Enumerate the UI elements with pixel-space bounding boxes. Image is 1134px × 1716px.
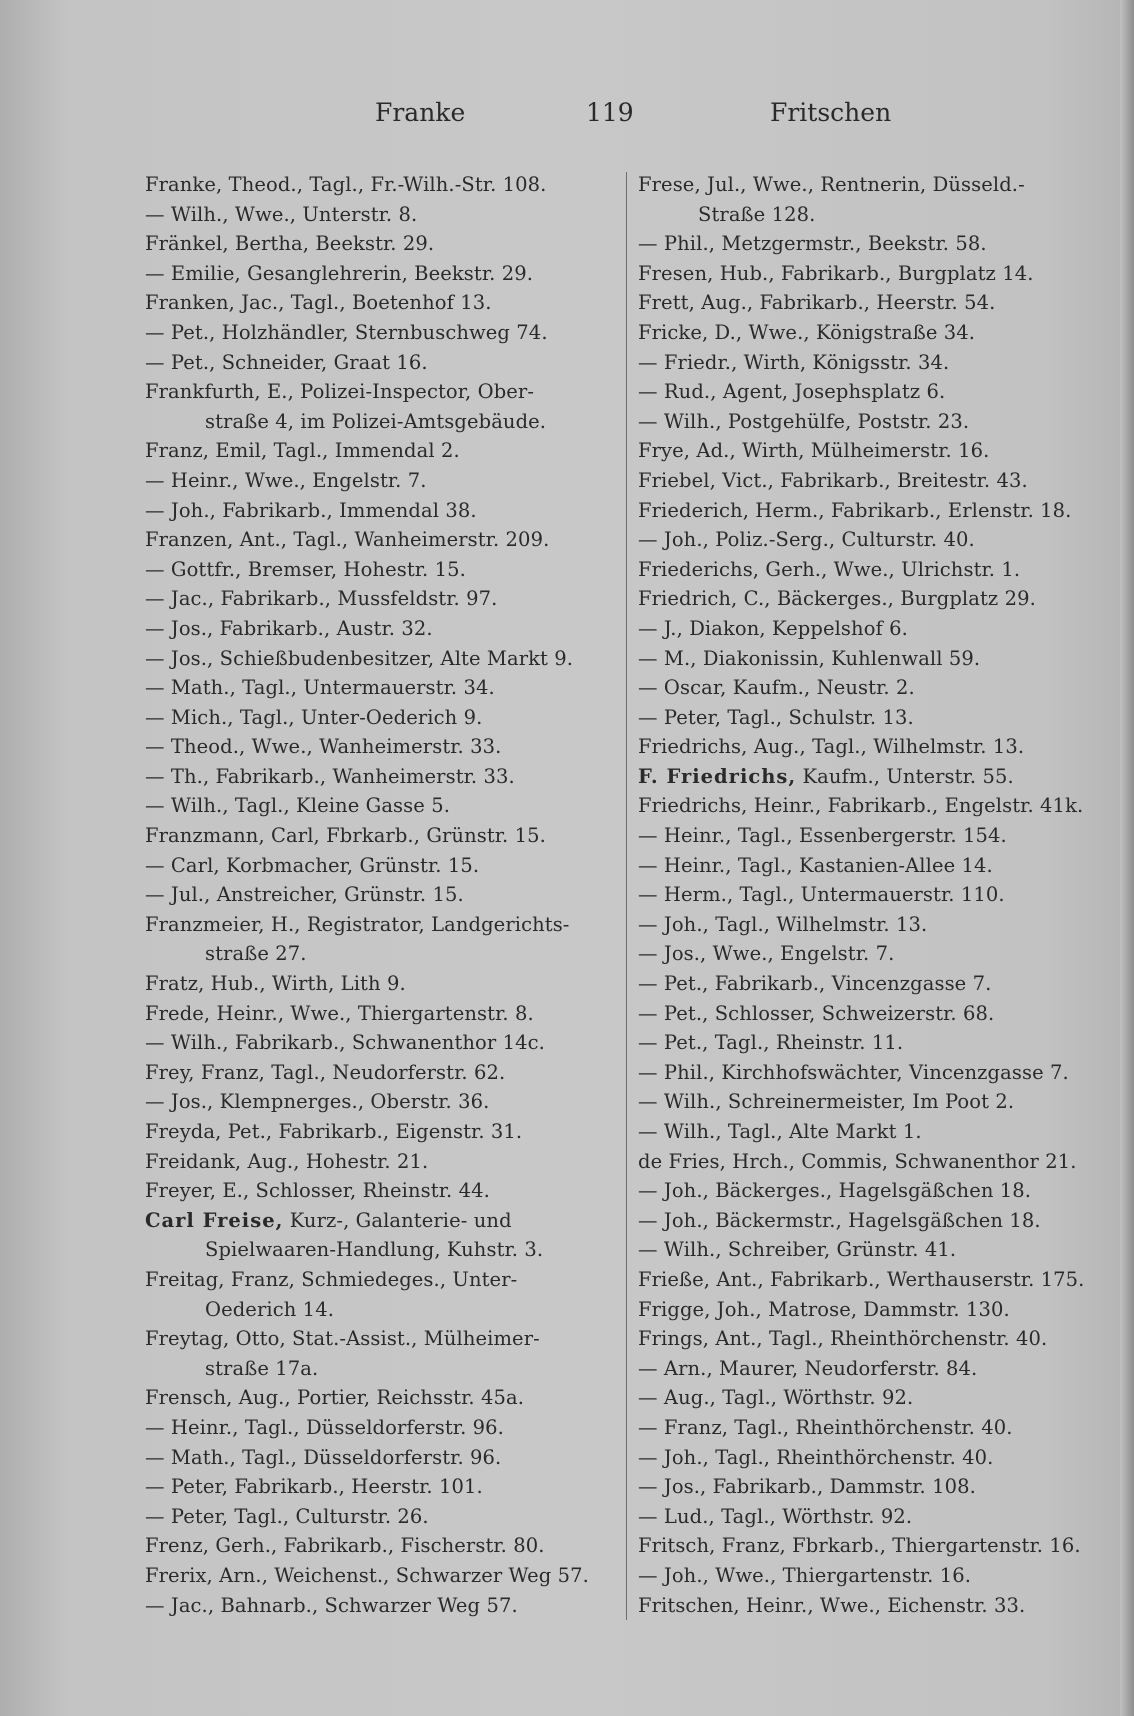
directory-entry: — Wilh., Postgehülfe, Poststr. 23.: [638, 409, 970, 433]
directory-entry: — Heinr., Tagl., Düsseldorferstr. 96.: [145, 1415, 504, 1439]
directory-entry: Frye, Ad., Wirth, Mülheimerstr. 16.: [638, 439, 990, 463]
directory-entry: — Joh., Tagl., Wilhelmstr. 13.: [638, 912, 928, 936]
directory-entry: — Jos., Klempnerges., Oberstr. 36.: [145, 1090, 490, 1114]
directory-entry: Franken, Jac., Tagl., Boetenhof 13.: [145, 291, 492, 315]
right-column: [638, 170, 1108, 1620]
directory-entry: — Joh., Poliz.-Serg., Culturstr. 40.: [638, 528, 975, 552]
directory-entry: Freidank, Aug., Hohestr. 21.: [145, 1149, 429, 1173]
directory-entry: — Pet., Tagl., Rheinstr. 11.: [638, 1031, 904, 1055]
directory-entry: — Rud., Agent, Josephsplatz 6.: [638, 380, 946, 404]
directory-entry: Franzmann, Carl, Fbrkarb., Grünstr. 15.: [145, 824, 546, 848]
directory-entry: Fricke, D., Wwe., Königstraße 34.: [638, 320, 976, 344]
directory-entry: — Wilh., Fabrikarb., Schwanenthor 14c.: [145, 1031, 545, 1055]
directory-entry: Franke, Theod., Tagl., Fr.-Wilh.-Str. 108.: [145, 173, 547, 196]
directory-entry: — Wilh., Schreinermeister, Im Poot 2.: [638, 1090, 1015, 1114]
entry-details: Kurz-, Galanterie- und: [283, 1208, 512, 1232]
directory-entry: — Joh., Fabrikarb., Immendal 38.: [145, 498, 477, 522]
directory-entry: — Th., Fabrikarb., Wanheimerstr. 33.: [145, 764, 515, 788]
directory-entry: Fratz, Hub., Wirth, Lith 9.: [145, 972, 406, 996]
directory-entry: — Peter, Tagl., Culturstr. 26.: [145, 1504, 429, 1528]
directory-entry: — Gottfr., Bremser, Hohestr. 15.: [145, 557, 466, 581]
directory-entry: — M., Diakonissin, Kuhlenwall 59.: [638, 646, 981, 670]
directory-entry: — Joh., Bäckermstr., Hagelsgäßchen 18.: [638, 1208, 1041, 1232]
header-left-word: Franke: [375, 98, 466, 127]
directory-entry: Freyda, Pet., Fabrikarb., Eigenstr. 31.: [145, 1120, 523, 1143]
directory-entry: Friedrichs, Aug., Tagl., Wilhelmstr. 13.: [638, 735, 1025, 759]
directory-entry: Frett, Aug., Fabrikarb., Heerstr. 54.: [638, 291, 996, 315]
directory-entry: — Arn., Maurer, Neudorferstr. 84.: [638, 1356, 978, 1380]
left-column: [145, 170, 630, 1620]
directory-entry: — Pet., Schneider, Graat 16.: [145, 350, 428, 374]
directory-entry: — J., Diakon, Keppelshof 6.: [638, 616, 908, 640]
directory-entry: — Peter, Tagl., Schulstr. 13.: [638, 705, 914, 729]
directory-entry: — Mich., Tagl., Unter-Oederich 9.: [145, 705, 483, 729]
directory-entry: Frerix, Arn., Weichenst., Schwarzer Weg 57.: [145, 1563, 589, 1587]
directory-entry: Frieße, Ant., Fabrikarb., Werthauserstr. 175.: [638, 1267, 1085, 1291]
directory-entry: — Lud., Tagl., Wörthstr. 92.: [638, 1504, 913, 1528]
directory-entry: — Carl, Korbmacher, Grünstr. 15.: [145, 853, 480, 877]
directory-entry: Fresen, Hub., Fabrikarb., Burgplatz 14.: [638, 261, 1034, 285]
advertiser-name: F. Friedrichs,: [638, 764, 797, 788]
directory-entry: Friedrichs, Heinr., Fabrikarb., Engelstr. 41k.: [638, 794, 1084, 818]
directory-entry: Frigge, Joh., Matrose, Dammstr. 130.: [638, 1297, 1010, 1321]
directory-entry: — Theod., Wwe., Wanheimerstr. 33.: [145, 735, 502, 759]
directory-entry: Franzen, Ant., Tagl., Wanheimerstr. 209.: [145, 528, 550, 552]
directory-entry: — Jos., Schießbudenbesitzer, Alte Markt 9.: [145, 646, 574, 670]
directory-entry: Friedrich, C., Bäckerges., Burgplatz 29.: [638, 587, 1036, 611]
directory-entry: Frankfurth, E., Polizei-Inspector, Ober-: [145, 380, 535, 404]
directory-entry: [638, 762, 1108, 792]
directory-entry: — Peter, Fabrikarb., Heerstr. 101.: [145, 1475, 483, 1499]
directory-entry: — Heinr., Wwe., Engelstr. 7.: [145, 468, 427, 492]
directory-entry: — Wilh., Schreiber, Grünstr. 41.: [638, 1238, 957, 1262]
directory-entry: — Friedr., Wirth, Königsstr. 34.: [638, 350, 950, 374]
directory-entry: Frede, Heinr., Wwe., Thiergartenstr. 8.: [145, 1001, 534, 1025]
directory-entry: Freitag, Franz, Schmiedeges., Unter-: [145, 1267, 518, 1291]
directory-entry: — Math., Tagl., Düsseldorferstr. 96.: [145, 1445, 502, 1469]
directory-entry: — Pet., Fabrikarb., Vincenzgasse 7.: [638, 972, 992, 996]
directory-entry: — Aug., Tagl., Wörthstr. 92.: [638, 1386, 914, 1410]
directory-entry: Freyer, E., Schlosser, Rheinstr. 44.: [145, 1179, 490, 1203]
directory-entry: Oederich 14.: [205, 1297, 334, 1321]
column-divider: [626, 172, 627, 1620]
directory-entry: Fränkel, Bertha, Beekstr. 29.: [145, 232, 435, 256]
directory-entry: Freytag, Otto, Stat.-Assist., Mülheimer-: [145, 1327, 540, 1351]
directory-entry: Frings, Ant., Tagl., Rheinthörchenstr. 40.: [638, 1327, 1048, 1351]
directory-entry: Franz, Emil, Tagl., Immendal 2.: [145, 439, 460, 463]
directory-entry: — Pet., Schlosser, Schweizerstr. 68.: [638, 1001, 995, 1025]
directory-entry: Frey, Franz, Tagl., Neudorferstr. 62.: [145, 1060, 506, 1084]
directory-entry: — Jac., Fabrikarb., Mussfeldstr. 97.: [145, 587, 498, 611]
entry-details: Kaufm., Unterstr. 55.: [796, 764, 1014, 788]
directory-entry: straße 27.: [205, 942, 307, 966]
directory-entry: — Joh., Bäckerges., Hagelsgäßchen 18.: [638, 1179, 1032, 1203]
directory-entry: Fritsch, Franz, Fbrkarb., Thiergartenstr. 16.: [638, 1534, 1081, 1558]
page-edge: [1120, 0, 1134, 1716]
directory-entry: straße 4, im Polizei-Amtsgebäude.: [205, 409, 547, 433]
directory-entry: — Pet., Holzhändler, Sternbuschweg 74.: [145, 320, 548, 344]
directory-entry: Spielwaaren-Handlung, Kuhstr. 3.: [205, 1238, 544, 1262]
directory-entry: Fritschen, Heinr., Wwe., Eichenstr. 33.: [638, 1593, 1026, 1617]
directory-entry: — Phil., Metzgermstr., Beekstr. 58.: [638, 232, 987, 256]
directory-entry: — Wilh., Tagl., Kleine Gasse 5.: [145, 794, 450, 818]
directory-entry: — Franz, Tagl., Rheinthörchenstr. 40.: [638, 1415, 1013, 1439]
directory-entry: — Heinr., Tagl., Kastanien-Allee 14.: [638, 853, 993, 877]
page-number: 119: [586, 98, 634, 127]
directory-entry: Friederich, Herm., Fabrikarb., Erlenstr. 18.: [638, 498, 1072, 522]
directory-entry: Frenz, Gerh., Fabrikarb., Fischerstr. 80.: [145, 1534, 545, 1558]
directory-entry: — Jos., Wwe., Engelstr. 7.: [638, 942, 895, 966]
directory-entry: — Heinr., Tagl., Essenbergerstr. 154.: [638, 824, 1007, 848]
directory-entry: — Jul., Anstreicher, Grünstr. 15.: [145, 883, 464, 907]
directory-entry: Frese, Jul., Wwe., Rentnerin, Düsseld.-: [638, 173, 1025, 196]
directory-entry: Straße 128.: [698, 202, 816, 226]
header-right-word: Fritschen: [770, 98, 892, 127]
directory-entry: — Joh., Wwe., Thiergartenstr. 16.: [638, 1563, 972, 1587]
advertiser-name: Carl Freise,: [145, 1208, 284, 1232]
directory-entry: — Jac., Bahnarb., Schwarzer Weg 57.: [145, 1593, 518, 1617]
directory-entry: — Jos., Fabrikarb., Austr. 32.: [145, 616, 433, 640]
directory-entry: — Herm., Tagl., Untermauerstr. 110.: [638, 883, 1005, 907]
directory-entry: de Fries, Hrch., Commis, Schwanenthor 21.: [638, 1149, 1077, 1173]
directory-entry: — Oscar, Kaufm., Neustr. 2.: [638, 676, 915, 700]
directory-entry: — Phil., Kirchhofswächter, Vincenzgasse 7.: [638, 1060, 1069, 1084]
directory-entry: — Jos., Fabrikarb., Dammstr. 108.: [638, 1475, 976, 1499]
directory-entry: straße 17a.: [205, 1356, 319, 1380]
directory-entry: Frensch, Aug., Portier, Reichsstr. 45a.: [145, 1386, 525, 1410]
directory-entry: — Emilie, Gesanglehrerin, Beekstr. 29.: [145, 261, 534, 285]
directory-entry: Franzmeier, H., Registrator, Landgerichts-: [145, 912, 570, 936]
directory-entry: — Math., Tagl., Untermauerstr. 34.: [145, 676, 495, 700]
directory-entry: [145, 1206, 630, 1236]
directory-entry: Friederichs, Gerh., Wwe., Ulrichstr. 1.: [638, 557, 1021, 581]
directory-entry: — Joh., Tagl., Rheinthörchenstr. 40.: [638, 1445, 994, 1469]
directory-entry: — Wilh., Wwe., Unterstr. 8.: [145, 202, 418, 226]
running-header: [100, 98, 1020, 138]
directory-entry: — Wilh., Tagl., Alte Markt 1.: [638, 1120, 922, 1143]
directory-entry: Friebel, Vict., Fabrikarb., Breitestr. 43.: [638, 468, 1028, 492]
